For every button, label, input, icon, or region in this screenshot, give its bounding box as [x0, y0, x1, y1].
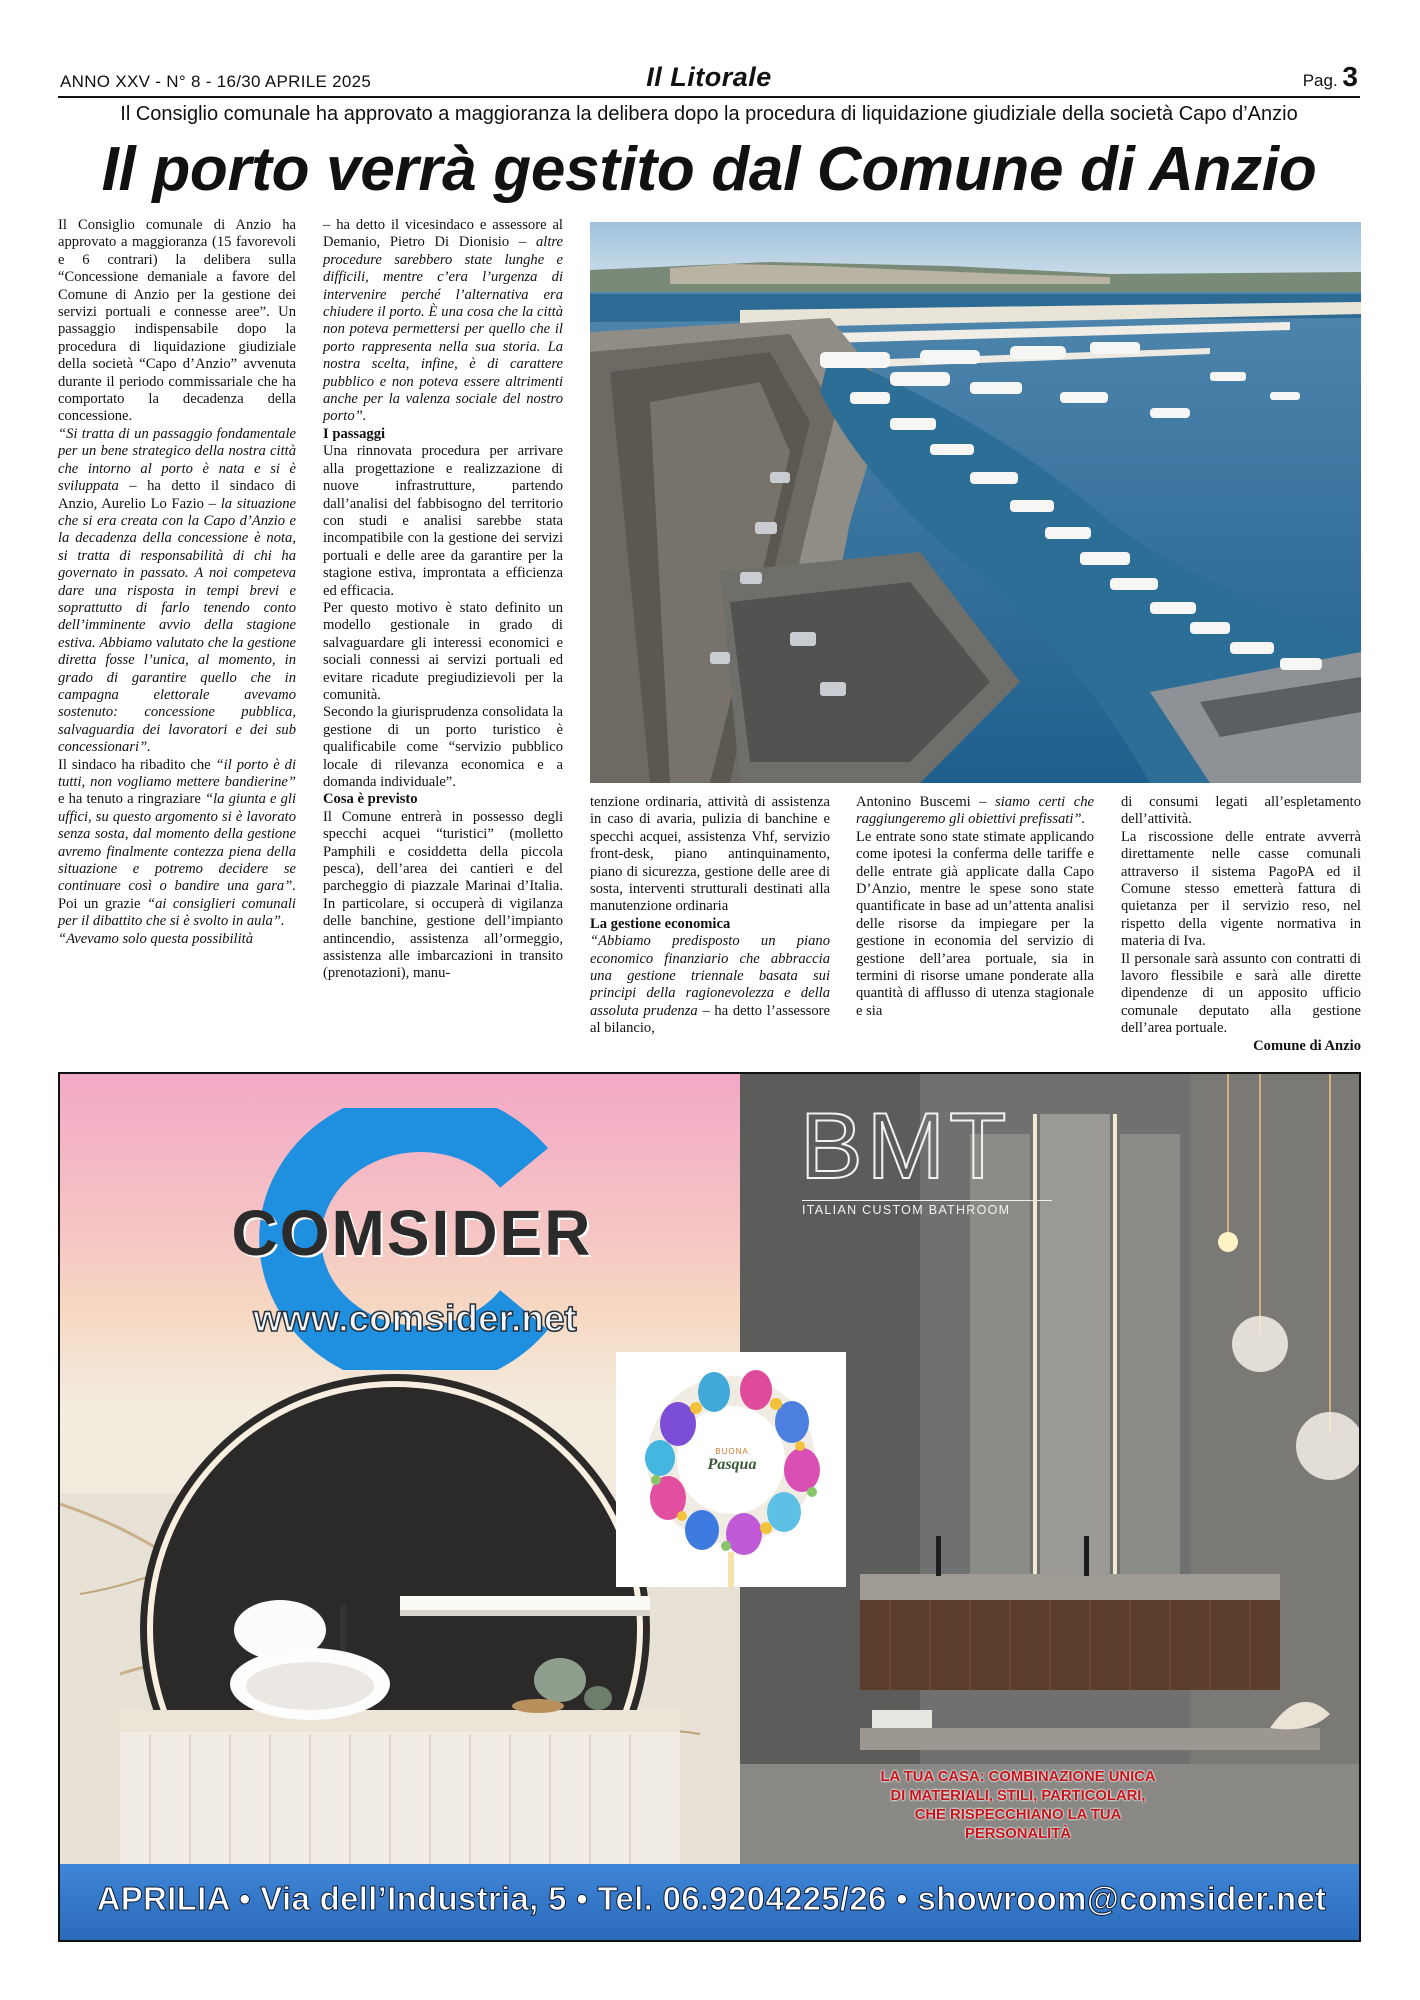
- ad-slogan: LA TUA CASA: COMBINAZIONE UNICA DI MATERIALI, STILI, PARTICOLARI, CHE RISPECCHIANO LA TUA PERSONALITÀ: [880, 1769, 1156, 1842]
- comsider-brand-name: COMSIDER: [231, 1197, 593, 1269]
- harbour-photo: [590, 222, 1361, 783]
- article-column-1: Il Consiglio comunale di Anzio ha approvato a maggioranza (15 favorevoli e 6 contrari) la delibera sulla “Concessione demaniale a favore del Comune di Anzio per la gestione dei servizi portuali e connesse aree”. Un passaggio indispensabile dopo la procedura di liquidazione giudiziale della società “Capo d’Anzio” avvenuta durante il periodo commissariale che ha comportato la decadenza della concessione. “Si tratta di un passaggio fondamentale per un bene strategico della nostra città che intorno al porto è nata e si è sviluppata – ha detto il sindaco di Anzio, Aurelio Lo Fazio – la situazione che si era creata con la Capo d’Anzio e la decadenza della concessione è nota, si tratta di responsabilità di chi ha governato in passato. A noi competeva dare una risposta in tempi brevi e soprattutto di farlo tenendo conto dell’imminente avvio della stagione estiva. Abbiamo valutato che la gestione diretta fosse l’unica, al momento, in grado di garantire quello che in campagna elettorale avevamo sostenuto: concessione pubblica, salvaguardia dei lavoratori e dei sub concessionari”. Il sindaco ha ribadito che “il porto è di tutti, non vogliamo mettere bandierine” e ha tenuto a ringraziare “la giunta e gli uffici, su questo argomento si è lavorato senza sosta, dal momento della gestione avremo finalmente contezza piena della situazione e potremo decidere se continuare così o bandire una gara”. Poi un grazie “ai consiglieri comunali per il dibattito che si è svolto in aula”. “Avevamo solo questa possibilità: [58, 217, 297, 947]
- page-number: Pag. 3: [1302, 61, 1358, 92]
- article-column-2: – ha detto il vicesindaco e assessore al Demanio, Pietro Di Dionisio – altre procedure sarebbero state lunghe e difficili, mentre c’era l’urgenza di intervenire perché l’alternativa era chiudere il porto. È una cosa che la città non poteva permettersi per quello che il porto rappresenta nella sua storia. La nostra scelta, infine, è di carattere pubblico e non poteva essere altrimenti anche per la valenza sociale del nostro porto”. I passaggi Una rinnovata procedura per arrivare alla progettazione e realizzazione di nuove infrastrutture, partendo dall’analisi del fabbisogno del territorio con studi e analisi sarebbe stata incompatibile con la gestione dei servizi portuali e delle aree da garantire per la stagione estiva, improntata a efficienza ed efficacia. Per questo motivo è stato definito un modello gestionale in grado di salvaguardare gli interessi economici e sociali connessi ai servizi portuali ed evitare ricadute pregiudizievoli per la comunità. Secondo la giurisprudenza consolidata la gestione di un porto turistico è qualificabile come “servizio pubblico locale di rilevanza economica e a domanda individuale”. Cosa è previsto Il Comune entrerà in possesso degli specchi acquei “turistici” (molletto Pamphili e cosiddetta della piccola pesca), dell’area dei cantieri e del parcheggio di piazzale Marinai d’Italia. In particolare, si occuperà di vigilanza delle banchine, gestione dell’impianto antincendio, assistenza all’ormeggio, assistenza alle imbarcazioni in transito (prenotazioni), manu-: [323, 217, 563, 982]
- article-kicker: Il Consiglio comunale ha approvato a maggioranza la delibera dopo la procedura di liquidazione giudiziale della società Capo d’Anzio: [120, 103, 1298, 125]
- newspaper-name: Il Litorale: [646, 62, 772, 92]
- bmt-logo: BMT: [800, 1093, 1011, 1198]
- comsider-website: www.comsider.net: [253, 1298, 577, 1339]
- article-headline: Il porto verrà gestito dal Comune di Anzio: [101, 135, 1317, 204]
- issue-info: ANNO XXV - N° 8 - 16/30 APRILE 2025: [60, 72, 372, 91]
- bmt-tagline: ITALIAN CUSTOM BATHROOM: [802, 1200, 1052, 1217]
- easter-greeting: BUONA Pasqua: [707, 1447, 757, 1473]
- article-column-3: tenzione ordinaria, attività di assistenza in caso di avaria, pulizia di banchine e specchi acquei, assistenza Vhf, servizio front-desk, piano antinquinamento, piano di sicurezza, gestione delle aree di sosta, interventi strutturali destinati alla manutenzione ordinaria La gestione economica “Abbiamo predisposto un piano economico finanziario che abbraccia una gestione triennale basata sui principi della ragionevolezza e della assoluta prudenza – ha detto l’assessore al bilancio,: [590, 794, 830, 1037]
- masthead: [58, 58, 1360, 98]
- article-column-4: Antonino Buscemi – siamo certi che raggiungeremo gli obiettivi prefissati”. Le entrate sono state stimate applicando come ipotesi la conferma delle tariffe e delle entrate già applicate dalla Capo D’Anzio, mentre le spese sono state quantificate in base ad un’attenta analisi delle risorse da impiegare per la gestione in economia del servizio di gestione dell’area portuale, sia in termini di risorse umane ponderate alla quantità di afflusso di utenza stagionale e sia: [856, 794, 1094, 1019]
- ad-contact-bar: [60, 1864, 1361, 1942]
- advertisement: [58, 1072, 1361, 1942]
- harbour-illustration: [590, 222, 1361, 783]
- article-signature: Comune di Anzio: [1253, 1037, 1361, 1054]
- article-column-5: di consumi legati all’espletamento dell’attività. La riscossione delle entrate avverrà direttamente nelle casse comunali attraverso il sistema PagoPA ed il Comune stesso emetterà fattura di quietanza per il servizio reso, nel rispetto della vigente normativa in materia di Iva. Il personale sarà assunto con contratti di lavoro flessibile e sarà alle dirette dipendenze di un apposito ufficio comunale deputato alla gestione dell’area portuale. Comune di Anzio: [1121, 794, 1361, 1054]
- ad-contact-info: APRILIA • Via dell’Industria, 5 • Tel. 06.9204225/26 • showroom@comsider.net: [96, 1880, 1327, 1917]
